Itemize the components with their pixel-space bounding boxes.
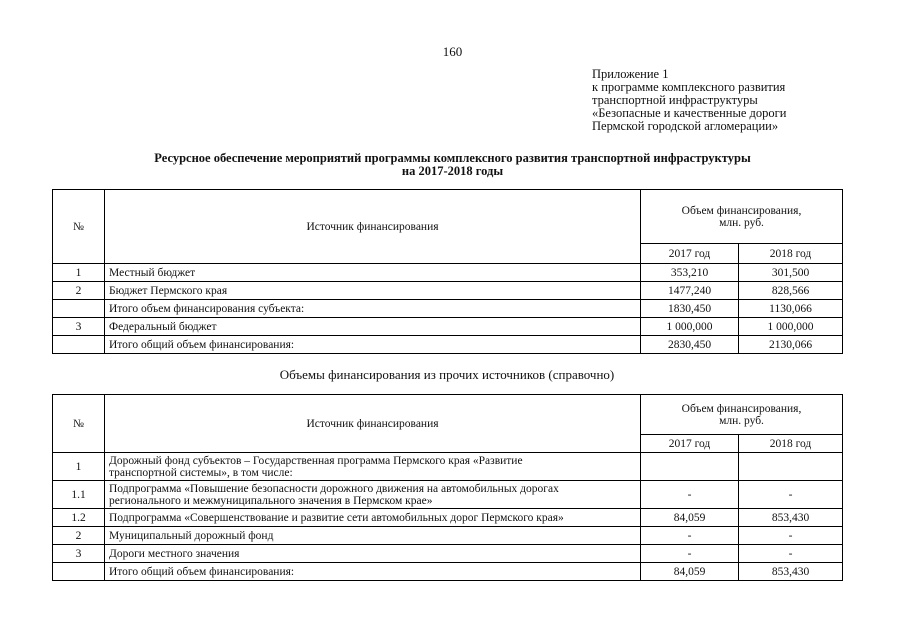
cell-source: Бюджет Пермского края <box>105 282 641 300</box>
cell-2018: 2130,066 <box>739 336 843 354</box>
table-header-row <box>53 395 843 435</box>
table-row <box>53 300 843 318</box>
cell-2018: 853,430 <box>739 563 843 581</box>
appendix-line: транспортной инфраструктуры <box>592 93 758 107</box>
cell-source <box>105 453 641 481</box>
header-volume-line: млн. руб. <box>719 216 764 229</box>
cell-2017: 1830,450 <box>641 300 739 318</box>
cell-2017: - <box>641 481 739 509</box>
table-row <box>53 509 843 527</box>
table-header-row <box>53 190 843 244</box>
cell-2017: 84,059 <box>641 509 739 527</box>
cell-source <box>105 481 641 509</box>
cell-source: Итого общий объем финансирования: <box>105 563 641 581</box>
cell-source: Местный бюджет <box>105 264 641 282</box>
cell-num: 3 <box>53 318 105 336</box>
page-number: 160 <box>442 44 463 59</box>
cell-num <box>53 563 105 581</box>
header-num: № <box>53 395 105 453</box>
cell-source: Подпрограмма «Совершенствование и развитие сети автомобильных дорог Пермского края» <box>105 509 641 527</box>
cell-num: 3 <box>53 545 105 563</box>
cell-num: 1.1 <box>53 481 105 509</box>
cell-2017: 1 000,000 <box>641 318 739 336</box>
header-source: Источник финансирования <box>105 395 641 453</box>
header-num: № <box>53 190 105 264</box>
header-year-2018: 2018 год <box>739 435 843 453</box>
cell-2018: 828,566 <box>739 282 843 300</box>
cell-2017: 2830,450 <box>641 336 739 354</box>
cell-num: 1.2 <box>53 509 105 527</box>
cell-2018: - <box>739 545 843 563</box>
table-row <box>53 527 843 545</box>
table-row <box>53 545 843 563</box>
appendix-note <box>592 68 852 133</box>
cell-2017: 353,210 <box>641 264 739 282</box>
cell-2017: - <box>641 545 739 563</box>
cell-source: Итого объем финансирования субъекта: <box>105 300 641 318</box>
cell-source: Дороги местного значения <box>105 545 641 563</box>
cell-source-line: Дорожный фонд субъектов – Государственная программа Пермского края «Развитие <box>109 454 523 467</box>
cell-2018: 1130,066 <box>739 300 843 318</box>
header-year-2017: 2017 год <box>641 244 739 264</box>
title-line: на 2017-2018 годы <box>401 164 504 178</box>
cell-num <box>53 300 105 318</box>
cell-2018: - <box>739 481 843 509</box>
cell-2017 <box>641 453 739 481</box>
table-row <box>53 264 843 282</box>
other-sources-table <box>52 394 843 581</box>
cell-2017: 84,059 <box>641 563 739 581</box>
funding-table <box>52 189 843 354</box>
section-subtitle: Объемы финансирования из прочих источников (справочно) <box>279 367 615 382</box>
table-row <box>53 282 843 300</box>
header-volume-line: млн. руб. <box>719 414 764 427</box>
cell-source: Муниципальный дорожный фонд <box>105 527 641 545</box>
cell-num: 1 <box>53 453 105 481</box>
appendix-line: «Безопасные и качественные дороги <box>592 106 787 120</box>
header-year-2017: 2017 год <box>641 435 739 453</box>
cell-num: 1 <box>53 264 105 282</box>
header-volume-line: Объем финансирования, <box>681 402 802 415</box>
title-line: Ресурсное обеспечение мероприятий программы комплексного развития транспортной инфраструктуры <box>154 151 751 165</box>
cell-source-line: регионального и межмуниципального значения в Пермском крае» <box>109 494 433 507</box>
cell-num: 2 <box>53 282 105 300</box>
table-row <box>53 453 843 481</box>
cell-2017: 1477,240 <box>641 282 739 300</box>
cell-2017: - <box>641 527 739 545</box>
cell-num: 2 <box>53 527 105 545</box>
cell-source: Федеральный бюджет <box>105 318 641 336</box>
header-volume <box>641 190 843 244</box>
cell-2018: 301,500 <box>739 264 843 282</box>
appendix-line: к программе комплексного развития <box>592 80 786 94</box>
cell-2018: 1 000,000 <box>739 318 843 336</box>
appendix-line: Приложение 1 <box>592 67 669 81</box>
cell-num <box>53 336 105 354</box>
cell-source-line: Подпрограмма «Повышение безопасности дорожного движения на автомобильных дорогах <box>109 482 559 495</box>
header-year-2018: 2018 год <box>739 244 843 264</box>
appendix-line: Пермской городской агломерации» <box>592 119 779 133</box>
header-volume-line: Объем финансирования, <box>681 204 802 217</box>
cell-2018: 853,430 <box>739 509 843 527</box>
table-row <box>53 481 843 509</box>
header-volume <box>641 395 843 435</box>
cell-2018: - <box>739 527 843 545</box>
header-source: Источник финансирования <box>105 190 641 264</box>
table-row <box>53 563 843 581</box>
table-row <box>53 336 843 354</box>
table-row <box>53 318 843 336</box>
cell-source-line: транспортной системы», в том числе: <box>109 466 293 479</box>
document-title <box>60 152 845 178</box>
cell-2018 <box>739 453 843 481</box>
cell-source: Итого общий объем финансирования: <box>105 336 641 354</box>
